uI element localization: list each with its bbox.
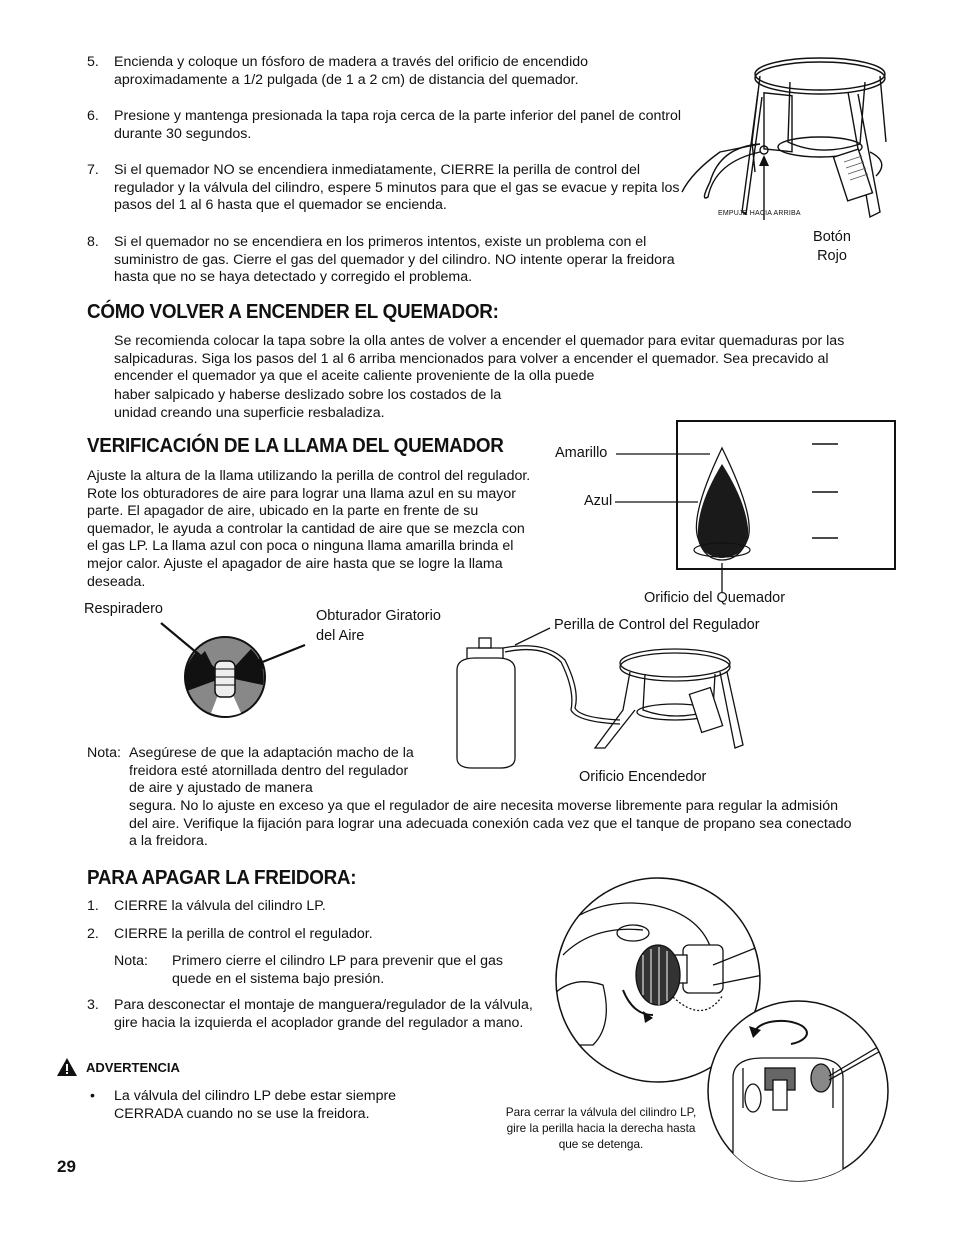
step-text: CIERRE la perilla de control el regulador. bbox=[114, 926, 373, 942]
note-text-part1: Asegúrese de que la adaptación macho de la freidora esté atornillada dentro del regulador de aire y ajustado de manera bbox=[129, 745, 414, 797]
red-button-label bbox=[808, 228, 856, 266]
bullet: • bbox=[90, 1088, 95, 1104]
flame-diagram bbox=[610, 420, 900, 600]
label-burner-orifice: Orificio del Quemador bbox=[644, 590, 786, 606]
step-number: 6. bbox=[87, 108, 99, 124]
step-text: Si el quemador NO se encendiera inmediatamente, CIERRE la perilla de control del regulador y la válvula del cilindro, espere 5 minutos para que el gas se evacue y repita los pasos del 1 al 6 hasta que el quemador se encienda. bbox=[114, 162, 680, 214]
step-number: 3. bbox=[87, 997, 99, 1013]
section-title-turn-off: PARA APAGAR LA FREIDORA: bbox=[87, 866, 357, 889]
label-regulator-knob: Perilla de Control del Regulador bbox=[554, 617, 760, 633]
warning-title: ADVERTENCIA bbox=[86, 1060, 180, 1075]
label-air-shutter bbox=[316, 606, 441, 646]
step-number: 2. bbox=[87, 926, 99, 942]
section-title-flame: VERIFICACIÓN DE LA LLAMA DEL QUEMADOR bbox=[87, 434, 504, 457]
flame-body: Ajuste la altura de la llama utilizando la perilla de control del regulador. Rote los obturadores de aire para lograr una llama azul en su mayor parte. El apagador de aire, ubicado en la parte en frente de su quemador, le ayuda a controlar la cantidad de aire que se mezcla con el gas LP. La llama azul con poca o ninguna llama amarilla brinda el mejor calor. Ajuste el apagador de aire hasta que se logre la llama deseada. bbox=[87, 468, 531, 590]
relight-body: Se recomienda colocar la tapa sobre la olla antes de volver a encender el quemador para evitar quemaduras por las salpicaduras. Siga los pasos del 1 al 6 arriba mencionados para volver a encender el quemador. Sea precavido al encender el quemador ya que el aceite caliente proveniente de la olla puede bbox=[114, 333, 845, 385]
warning-text: La válvula del cilindro LP debe estar siempre CERRADA cuando no se use la freidora. bbox=[114, 1088, 397, 1122]
label-air-shutter-line1: Obturador Giratorio bbox=[316, 608, 441, 624]
red-button-label-line2: Rojo bbox=[817, 248, 847, 264]
valve-caption: Para cerrar la válvula del cilindro LP, gire la perilla hacia la derecha hasta que se detenga. bbox=[505, 1105, 697, 1151]
page-number: 29 bbox=[57, 1157, 76, 1176]
step-text: Para desconectar el montaje de manguera/regulador de la válvula, gire hacia la izquierda el acoplador grande del regulador a mano. bbox=[114, 997, 533, 1031]
step-number: 7. bbox=[87, 162, 99, 178]
push-up-label: EMPUJE HACIA ARRIBA bbox=[718, 210, 801, 217]
air-shutter-illustration bbox=[155, 615, 315, 720]
note-text-part2: segura. No lo ajuste en exceso ya que el regulador de aire necesita moverse libremente para regular la admisión del aire. Verifique la fijación para lograr una adecuada conexión cada vez que el tanque de propano sea conectado a la freidora. bbox=[129, 798, 852, 850]
section-title-relight: CÓMO VOLVER A ENCENDER EL QUEMADOR: bbox=[87, 300, 499, 323]
burner-stand-illustration bbox=[680, 52, 890, 227]
relight-body-cont: haber salpicado y haberse deslizado sobre los costados de la unidad creando una superficie resbaladiza. bbox=[114, 387, 502, 421]
step-text: CIERRE la válvula del cilindro LP. bbox=[114, 898, 326, 914]
label-igniter-hole: Orificio Encendedor bbox=[579, 769, 707, 785]
step-text: Si el quemador no se encendiera en los primeros intentos, existe un problema con el suministro de gas. Cierre el gas del quemador y del cilindro. NO intente operar la freidora hasta que no se haya detectado y corregido el problema. bbox=[114, 234, 675, 286]
label-yellow: Amarillo bbox=[555, 445, 608, 461]
warning-icon bbox=[56, 1057, 78, 1077]
label-vent: Respiradero bbox=[84, 601, 163, 617]
note-lead: Nota: bbox=[114, 953, 148, 969]
step-number: 5. bbox=[87, 54, 99, 70]
step-text: Presione y mantenga presionada la tapa roja cerca de la parte inferior del panel de control durante 30 segundos. bbox=[114, 108, 682, 142]
note-text: Primero cierre el cilindro LP para prevenir que el gas quede en el sistema bajo presión. bbox=[172, 953, 503, 987]
step-number: 8. bbox=[87, 234, 99, 250]
red-button-label-line1: Botón bbox=[813, 229, 851, 245]
tank-and-fryer-illustration bbox=[445, 630, 745, 770]
cylinder-valve-illustration bbox=[703, 998, 893, 1183]
label-blue: Azul bbox=[584, 493, 613, 509]
step-text: Encienda y coloque un fósforo de madera a través del orificio de encendido aproximadamente a 1/2 pulgada (de 1 a 2 cm) de distancia del quemador. bbox=[114, 54, 589, 88]
label-air-shutter-line2: del Aire bbox=[316, 628, 365, 644]
note-lead: Nota: bbox=[87, 745, 121, 761]
step-number: 1. bbox=[87, 898, 99, 914]
